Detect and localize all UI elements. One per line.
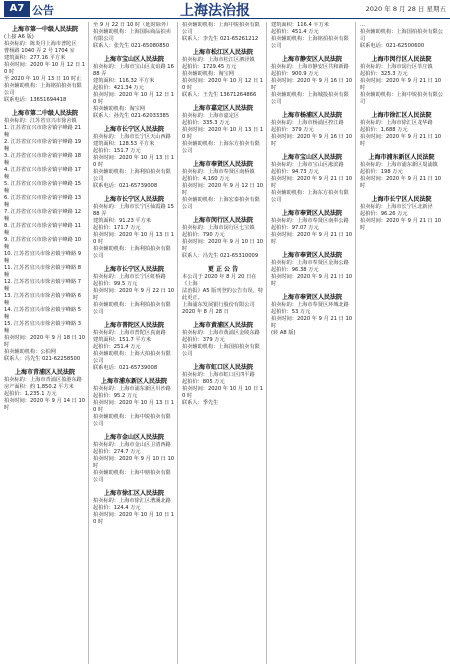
notice-line: 拍卖标的：上海市浦东新区周浦镇 <box>360 162 438 168</box>
notice-line: 2020 年 8 月 28 日 <box>182 309 229 315</box>
notice-line: 拍卖时间：2020 年 9 月 21 日 10 时 <box>271 176 353 189</box>
notice-title: 上海市虹口区人民法院 <box>192 364 253 371</box>
notice-line: 起拍价：1,235.1 万元 <box>4 391 57 397</box>
notice-line: 拍卖时间：2020 年 10 月 12 日 10 时 <box>182 78 264 91</box>
notice-line: 联系电话：021-65739008 <box>93 183 158 189</box>
notice-line: 上海浦东发展银行股份有限公司 <box>182 302 255 308</box>
notice-line: 拍卖时间：2020 年 9 月 21 日 10 时 <box>271 316 353 329</box>
notice-block <box>93 194 175 260</box>
notice-line: 拍卖时间：2020 年 9 月 10 日 10 时 <box>182 239 264 252</box>
notice-line: 建筑面积：116.4 平方米 <box>271 22 329 28</box>
section-title: 公告 <box>32 4 54 17</box>
notice-block <box>93 124 175 190</box>
notice-title: 更 正 公 告 <box>207 266 239 273</box>
notice-line: 建筑面积：128.53 平方米 <box>93 141 155 147</box>
notice-line: 拍卖标的：上海市奉贤区南桥镇 <box>182 169 255 175</box>
column-2 <box>93 22 178 664</box>
notice-line: 起拍价：451.4 万元 <box>271 29 319 35</box>
notice-line: 12. 江苏省宜兴市徐舍镇宇峰路 7 幢 <box>4 279 82 292</box>
notice-title: 上海市浦东新区人民法院 <box>368 154 435 161</box>
notice-line: 联系人：孙先生 021-62033385 <box>93 113 170 119</box>
notice-block <box>271 250 353 288</box>
notice-title: 上海市长宁区人民法院 <box>103 196 164 203</box>
notice-line: 拍卖时间：2020 年 9 月 14 日 10 时 <box>4 398 86 411</box>
notice-line: 拍卖时间：2020 年 9 月 16 日 10 时 <box>271 134 353 147</box>
notice-line: 起拍价：1,688 万元 <box>360 127 408 133</box>
notice-line: 拍卖辅助机构：上海中锐拍卖有限公司 <box>360 92 444 105</box>
notice-line: 起拍价：900.9 万元 <box>271 71 319 77</box>
notice-line: 11. 江苏省宜兴市徐舍镇宇峰路 8 幢 <box>4 265 82 278</box>
notice-line: 15. 江苏省宜兴市徐舍镇宇峰路 3 幢 <box>4 321 82 334</box>
notice-line: 联系人：王先生 13671264866 <box>182 92 257 98</box>
notice-line: 13. 江苏省宜兴市徐舍镇宇峰路 6 幢 <box>4 293 82 306</box>
notice-line: 起拍价：99.5 万元 <box>93 281 138 287</box>
notice-line: (转 A8 版) <box>271 330 296 336</box>
notice-title: 上海市浦东新区人民法院 <box>100 378 167 385</box>
page-header <box>0 0 450 19</box>
notice-line: 拍卖标的：上海市奉贤区南奉公路 <box>271 218 349 224</box>
page-number-tag: A7 <box>4 1 30 17</box>
notice-block <box>93 54 175 120</box>
notice-block <box>271 54 353 106</box>
newspaper-title: 上海法治报 <box>180 3 250 19</box>
notice-line: 拍卖辅助机构：上海中锐拍卖有限公司 <box>182 22 260 35</box>
notice-line: 起拍价：171.7 万元 <box>93 225 141 231</box>
notice-title: 上海市奉贤区人民法院 <box>192 161 253 168</box>
notice-line: 拍卖时间：2020 年 10 月 12 日 10 时 <box>4 62 86 75</box>
notice-line: (上接 A6 版) <box>4 34 34 40</box>
notice-line: 拍卖辅助机构：上海利拍拍卖有限公司 <box>93 246 171 259</box>
notice-title: 上海市松江区人民法院 <box>192 49 253 56</box>
notice-block <box>360 110 443 148</box>
notice-block <box>271 208 353 246</box>
notice-block <box>4 108 86 363</box>
notice-line: 建筑面积：116.32 平方米 <box>93 78 155 84</box>
column-3 <box>182 22 267 664</box>
notice-line: 拍卖时间：2020 年 10 月 13 日 10 时 <box>93 232 175 245</box>
notice-title: 上海市徐汇区人民法院 <box>371 112 432 119</box>
notice-line: 起拍价：96.26 万元 <box>360 211 408 217</box>
notice-line: 4. 江苏省宜兴市徐舍镇宇峰路 17 幢 <box>4 167 82 180</box>
notice-line: 10. 江苏省宜兴市徐舍镇宇峰路 9 幢 <box>4 251 82 264</box>
notice-line: 起拍价：379 万元 <box>271 127 314 133</box>
notice-block <box>360 54 443 106</box>
notice-line: 拍卖标的：上海市徐汇区漕溪北路 <box>93 498 171 504</box>
notice-title: 上海市闵行区人民法院 <box>192 217 253 224</box>
notice-block <box>182 215 264 260</box>
notice-block <box>182 103 264 155</box>
notice-line: 联系人：李先生 021-65261212 <box>182 36 259 42</box>
notice-line: 拍卖标的：江苏省宜兴市徐舍镇 <box>4 118 77 124</box>
column-5 <box>360 22 445 664</box>
notice-block <box>271 22 353 50</box>
notice-line: 起拍价：421.34 万元 <box>93 85 144 91</box>
notice-line: 起拍价：379 万元 <box>182 337 225 343</box>
notice-line: 拍卖时间：2020 年 9 月 10 日 10 时 <box>93 456 175 469</box>
notice-line: 拍卖时间：2020 年 9 月 21 日 10 时 <box>271 274 353 287</box>
notice-line: 7. 江苏省宜兴市徐舍镇宇峰路 12 幢 <box>4 209 82 222</box>
notice-line: 拍卖辅助机构：上海宏泰拍卖有限公司 <box>182 197 260 210</box>
notice-line: 起拍价：53 万元 <box>271 309 311 315</box>
notice-line: 起拍价：124.4 万元 <box>93 505 141 511</box>
notice-block <box>93 488 175 526</box>
notice-line: 拍卖标的：上海市浦东新区川沙路 <box>93 386 171 392</box>
notice-title: 上海市长宁区人民法院 <box>371 196 432 203</box>
notice-title: 上海市第二中级人民法院 <box>11 110 78 117</box>
notice-line: 拍卖标的：上海市普陀区真南路 <box>93 330 166 336</box>
notice-line: 本公司于 2020 年 8 月 20 日在《上海 <box>182 274 257 287</box>
notice-block <box>93 376 175 428</box>
notice-line: 2. 江苏省宜兴市徐舍镇宇峰路 19 幢 <box>4 139 82 152</box>
notice-block <box>360 22 443 50</box>
notice-line: 8. 江苏省宜兴市徐舍镇宇峰路 11 幢 <box>4 223 82 236</box>
notice-title: 上海市嘉定区人民法院 <box>192 105 253 112</box>
notice-line: 建筑面积：277.16 平方米 <box>4 55 66 61</box>
notice-title: 上海市奉贤区人民法院 <box>281 294 342 301</box>
notice-title: 上海市奉贤区人民法院 <box>281 210 342 217</box>
notice-line: 9. 江苏省宜兴市徐舍镇宇峰路 10 幢 <box>4 237 82 250</box>
notice-line: 起拍价：325.3 万元 <box>360 71 408 77</box>
notice-line: 起拍价：4,160 万元 <box>182 176 230 182</box>
notice-line: 房产面积：约 1,850.2 平方米 <box>4 384 74 390</box>
notice-line: 拍卖时间：2020 年 10 月 13 日 10 时 <box>182 127 264 140</box>
notice-line: 6. 江苏省宜兴市徐舍镇宇峰路 13 幢 <box>4 195 82 208</box>
notice-line: 起拍价：335.3 万元 <box>182 120 230 126</box>
notice-title: 上海市黄浦区人民法院 <box>192 322 253 329</box>
notice-line: 起拍价：198 万元 <box>360 169 403 175</box>
notice-line: 拍卖时间：2020 年 9 月 21 日 10 时 <box>360 134 442 147</box>
notice-line: 建筑面积：91.23 平方米 <box>93 218 151 224</box>
notice-line: 拍卖时间：2020 年 10 月 13 日 10 时 <box>93 400 175 413</box>
notice-title: 上海市宝山区人民法院 <box>281 154 342 161</box>
notice-line: 拍卖时间：2020 年 9 月 21 日 10 时 <box>271 232 353 245</box>
notice-title: 上海市徐汇区人民法院 <box>103 490 164 497</box>
notice-line: 建筑面积：151.7 平方米 <box>93 337 151 343</box>
notice-line: 起拍价：251.4 万元 <box>93 344 141 350</box>
notice-line: 5. 江苏省宜兴市徐舍镇宇峰路 15 幢 <box>4 181 82 194</box>
notice-line: 拍卖标的：上海市杨浦区控江路 <box>271 120 344 126</box>
notice-block <box>93 320 175 372</box>
notice-block <box>271 152 353 204</box>
notice-line: ... <box>360 22 365 28</box>
notice-line: 联系人：冯先生 021-62258500 <box>4 356 81 362</box>
notice-line: 至 2020 年 10 月 13 日 10 时止 <box>4 76 82 82</box>
notice-line: 拍卖标的：上海市长宁区虹桥路 <box>93 274 166 280</box>
notice-line: 拍卖时间：2020 年 9 月 16 日 10 时 <box>271 78 353 91</box>
notice-line: 拍卖辅助机构：上海国际商品拍卖有限公司 <box>93 29 171 42</box>
notice-line: 拍卖时间：2020 年 10 月 10 日 10 时 <box>93 512 175 525</box>
notice-line: 拍卖辅助机构：上海中锐拍卖有限公司 <box>93 414 171 427</box>
notice-block <box>182 264 264 316</box>
notice-columns <box>4 22 446 664</box>
notice-line: 拍卖辅助机构：上海国拍拍卖有限公司 <box>360 29 444 42</box>
notice-line: 拍卖时间：2020 年 9 月 12 日 10 时 <box>182 183 264 196</box>
notice-line: 拍卖辅助机构：上海大拍拍卖有限公司 <box>93 351 171 364</box>
notice-title: 上海市闵行区人民法院 <box>371 56 432 63</box>
notice-line: 拍卖标的：上海市金山区卫清西路 <box>93 442 171 448</box>
notice-block <box>360 194 443 232</box>
notice-line: 起拍价：151.7 万元 <box>93 148 141 154</box>
notice-block <box>182 47 264 99</box>
notice-block <box>182 159 264 211</box>
notice-line: 联系人：季先生 <box>182 400 219 406</box>
notice-line: 拍卖标的：陈炎丹上海市普陀区 <box>4 41 77 47</box>
notice-line: 拍卖辅助机构：上海东方拍卖有限公司 <box>182 141 260 154</box>
notice-line: 拍卖标的：上海市奉贤区环城北路 <box>271 302 349 308</box>
notice-line: 拍卖标的：上海市静安区共和新路 <box>271 64 349 70</box>
notice-block <box>182 22 264 43</box>
notice-line: 起拍价：274.7 万元 <box>93 449 141 455</box>
notice-line: 拍卖辅助机构：上海中鼎拍卖有限公司 <box>93 470 171 483</box>
notice-line: 拍卖辅助机构：上海东方拍卖有限公司 <box>271 190 349 203</box>
issue-date: 2020 年 8 月 28 日 星期五 <box>365 5 446 13</box>
notice-line: 法治报》A5 版刊登的公告有误，特此更正。 <box>182 288 264 301</box>
notice-title: 上海市宝山区人民法院 <box>103 56 164 63</box>
notice-line: 联系人：张先生 021-65080850 <box>93 43 170 49</box>
column-1 <box>4 22 89 664</box>
notice-line: 拍卖标的：上海市徐汇区龙华路 <box>360 120 433 126</box>
notice-title: 上海市长宁区人民法院 <box>103 126 164 133</box>
notice-line: 起拍价：96.38 万元 <box>271 267 319 273</box>
notice-line: 拍卖标的：上海市长宁区仙霞路 1588 弄 <box>93 204 174 217</box>
notice-line: 拍卖时间：2020 年 9 月 21 日 10 时 <box>360 218 442 231</box>
notice-line: 拍卖辅助机构：上海利拍拍卖有限公司 <box>93 302 171 315</box>
notice-title: 上海市金山区人民法院 <box>103 434 164 441</box>
notice-title: 上海市奉贤区人民法院 <box>281 252 342 259</box>
notice-line: 拍卖标的：上海市闵行区七宝镇 <box>182 225 255 231</box>
notice-line: 起拍价：94.73 万元 <box>271 169 319 175</box>
notice-line: 起拍价：790 万元 <box>182 232 225 238</box>
notice-line: 拍卖辅助机构：上海利拍拍卖有限公司 <box>93 169 171 182</box>
notice-line: 曹杨路 1040 弄 2 号 1704 室 <box>4 48 75 54</box>
notice-block <box>4 24 86 104</box>
notice-block <box>271 292 353 337</box>
notice-line: 拍卖标的：上海市长宁区北新泾 <box>360 204 433 210</box>
notice-block <box>182 320 264 358</box>
notice-line: 拍卖标的：上海市宝山区淞滨路 <box>271 162 344 168</box>
notice-line: 拍卖标的：上海市嘉定区 <box>182 113 240 119</box>
notice-block <box>182 362 264 407</box>
notice-title: 上海市杨浦区人民法院 <box>281 112 342 119</box>
notice-title: 上海市第一中级人民法院 <box>11 26 78 33</box>
notice-line: 拍卖标的：上海市长宁区天山西路 <box>93 134 171 140</box>
notice-line: 14. 江苏省宜兴市徐舍镇宇峰路 5 幢 <box>4 307 82 320</box>
notice-line: 拍卖标的：上海市奉贤区金海公路 <box>271 260 349 266</box>
notice-line: 拍卖时间：2020 年 10 月 12 日 10 时 <box>93 92 175 105</box>
notice-line: 拍卖标的：上海市宝山区友谊路 1688 弄 <box>93 64 174 77</box>
notice-title: 上海市长宁区人民法院 <box>103 266 164 273</box>
notice-block <box>93 264 175 316</box>
notice-line: 拍卖时间：2020 年 9 月 18 日 10 时 <box>4 335 86 348</box>
notice-line: 至 9 月 22 日 10 时（延时除外） <box>93 22 172 28</box>
notice-line: 起拍价：95.2 万元 <box>93 393 138 399</box>
notice-block <box>93 432 175 484</box>
notice-line: 拍卖标的：上海市松江区泗泾镇 <box>182 57 255 63</box>
notice-line: 联系人：冯先生 021-65310009 <box>182 253 259 259</box>
notice-line: 拍卖辅助机构：淘宝网 <box>182 71 234 77</box>
notice-line: 起拍价：805 万元 <box>182 379 225 385</box>
notice-line: 拍卖时间：2020 年 10 月 13 日 10 时 <box>93 155 175 168</box>
notice-line: 3. 江苏省宜兴市徐舍镇宇峰路 18 幢 <box>4 153 82 166</box>
notice-title: 上海市青浦区人民法院 <box>14 369 75 376</box>
notice-line: 拍卖辅助机构：上海国拍拍卖有限公司 <box>182 344 260 357</box>
notice-line: 起拍价：1729.45 万元 <box>182 64 237 70</box>
notice-line: 拍卖标的：上海市青浦区盈港东路 <box>4 377 82 383</box>
notice-line: 联系电话：13651694418 <box>4 97 67 103</box>
notice-line: 拍卖辅助机构：淘宝网 <box>93 106 145 112</box>
notice-line: 拍卖时间：2020 年 9 月 21 日 10 时 <box>360 78 442 91</box>
column-4 <box>271 22 356 664</box>
notice-block <box>4 367 86 412</box>
notice-line: 拍卖辅助机构：上海铭拍拍卖有限公司 <box>271 36 349 49</box>
notice-line: 拍卖时间：2020 年 10 月 10 日 10 时 <box>182 386 264 399</box>
notice-line: 拍卖时间：2020 年 9 月 22 日 10 时 <box>93 288 175 301</box>
notice-line: 拍卖时间：2020 年 9 月 21 日 10 时 <box>360 176 442 189</box>
notice-line: 联系电话：021-62500600 <box>360 43 425 49</box>
notice-line: 起拍价：97.07 万元 <box>271 225 319 231</box>
notice-line: 拍卖标的：上海市闵行区莘庄镇 <box>360 64 433 70</box>
notice-line: 拍卖辅助机构：上海铭拍拍卖有限公司 <box>4 83 82 96</box>
notice-line: 拍卖标的：上海市黄浦区金陵东路 <box>182 330 260 336</box>
notice-block <box>93 22 175 50</box>
notice-line: 拍卖辅助机构：上海城投拍卖有限公司 <box>271 92 349 105</box>
notice-line: 拍卖标的：上海市虹口区四平路 <box>182 372 255 378</box>
notice-block <box>360 152 443 190</box>
notice-title: 上海市普陀区人民法院 <box>103 322 164 329</box>
notice-line: 1. 江苏省宜兴市徐舍镇宇峰路 21 幢 <box>4 125 82 138</box>
notice-line: 联系电话：021-65739008 <box>93 365 158 371</box>
notice-block <box>271 110 353 148</box>
notice-line: 拍卖辅助机构：公拍网 <box>4 349 56 355</box>
notice-title: 上海市静安区人民法院 <box>281 56 342 63</box>
